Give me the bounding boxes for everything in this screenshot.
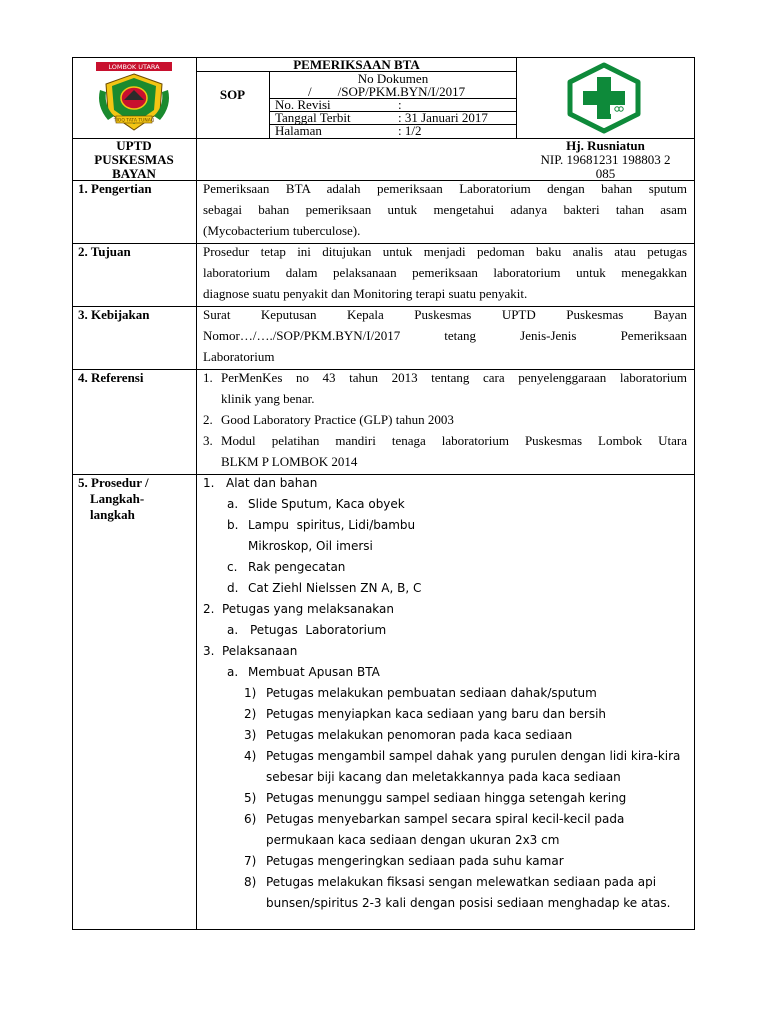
- column-divider: [196, 57, 197, 930]
- kebijakan-label: 3. Kebijakan: [78, 307, 150, 322]
- prosedur-1d-text: Cat Ziehl Nielssen ZN A, B, C: [248, 581, 422, 595]
- prosedur-1c-letter: c.: [227, 560, 238, 574]
- prosedur-1-number: 1.: [203, 476, 215, 490]
- unit-line-1: UPTD: [116, 138, 152, 153]
- prosedur-3-number: 3.: [203, 644, 215, 658]
- section-rule-5: [72, 474, 695, 475]
- prosedur-label-1: 5. Prosedur /: [78, 475, 149, 490]
- border-right: [694, 57, 695, 930]
- no-revisi-value: :: [398, 97, 402, 112]
- referensi-1-number: 1.: [203, 370, 213, 385]
- svg-text:TIOQ TATA TUNAQ: TIOQ TATA TUNAQ: [113, 118, 155, 124]
- lombok-utara-logo: [92, 60, 176, 136]
- step-1-text: Petugas melakukan pembuatan sediaan dahak/sputum: [266, 686, 597, 700]
- pengertian-label: 1. Pengertian: [78, 181, 152, 196]
- step-5-number: 5): [244, 791, 257, 805]
- signer-name: Hj. Rusniatun: [566, 138, 645, 153]
- pengertian-line-2: sebagai bahan pemeriksaan untuk mengetahui adanya bakteri tahan asam: [203, 202, 687, 217]
- no-dokumen-label: No Dokumen: [357, 71, 429, 86]
- step-2-number: 2): [244, 707, 257, 721]
- referensi-1-line-2: klinik yang benar.: [221, 391, 315, 406]
- halaman-value: : 1/2: [398, 123, 422, 138]
- prosedur-1a-text: Slide Sputum, Kaca obyek: [248, 497, 405, 511]
- tanggal-terbit-label: Tanggal Terbit: [275, 110, 351, 125]
- step-6-text-2: permukaan kaca sediaan dengan ukuran 2x3 cm: [266, 833, 560, 847]
- step-7-text: Petugas mengeringkan sediaan pada suhu kamar: [266, 854, 564, 868]
- step-5-text: Petugas menunggu sampel sediaan hingga setengah kering: [266, 791, 627, 805]
- prosedur-label-2: Langkah-: [90, 491, 145, 506]
- referensi-1-line-1: PerMenKes no 43 tahun 2013 tentang cara penyelenggaraan laboratorium: [221, 370, 687, 385]
- prosedur-2a-letter: a.: [227, 623, 239, 637]
- prosedur-1a-letter: a.: [227, 497, 239, 511]
- tujuan-line-1: Prosedur tetap ini ditujukan untuk menjadi pedoman baku analis atau petugas: [203, 244, 687, 259]
- step-8-text: Petugas melakukan fiksasi sengan melewatkan sediaan pada api: [266, 875, 657, 889]
- prosedur-2-text: Petugas yang melaksanakan: [222, 602, 395, 616]
- step-4-text-2: sebesar biji kacang dan meletakkannya pada kaca sediaan: [266, 770, 621, 784]
- referensi-3-number: 3.: [203, 433, 213, 448]
- prosedur-1c-text: Rak pengecatan: [248, 560, 346, 574]
- step-6-number: 6): [244, 812, 257, 826]
- step-4-text: Petugas mengambil sampel dahak yang purulen dengan lidi kira-kira: [266, 749, 681, 763]
- referensi-3-line-1: Modul pelatihan mandiri tenaga laboratorium Puskesmas Lombok Utara: [221, 433, 687, 448]
- unit-line-3: BAYAN: [112, 166, 156, 181]
- svg-text:LOMBOK UTARA: LOMBOK UTARA: [108, 63, 160, 71]
- prosedur-1-text: Alat dan bahan: [226, 476, 318, 490]
- puskesmas-cross-icon: [566, 62, 642, 134]
- prosedur-1b-text: Lampu spiritus, Lidi/bambu: [248, 518, 416, 532]
- prosedur-2a-text: Petugas Laboratorium: [250, 623, 387, 637]
- signer-nip-line-2: 085: [595, 166, 616, 181]
- prosedur-1d-letter: d.: [227, 581, 239, 595]
- referensi-2-number: 2.: [203, 412, 213, 427]
- sop-label: SOP: [219, 87, 246, 102]
- border-left: [72, 57, 73, 930]
- lombok-utara-emblem-icon: [92, 60, 176, 136]
- halaman-label: Halaman: [275, 123, 322, 138]
- prosedur-3a-letter: a.: [227, 665, 239, 679]
- prosedur-label-3: langkah: [90, 507, 135, 522]
- referensi-label: 4. Referensi: [78, 370, 144, 385]
- prosedur-1b-letter: b.: [227, 518, 239, 532]
- prosedur-2-number: 2.: [203, 602, 215, 616]
- unit-line-2: PUSKESMAS: [94, 152, 174, 167]
- no-dokumen-value: / /SOP/PKM.BYN/I/2017: [308, 84, 466, 99]
- prosedur-1b-text-2: Mikroskop, Oil imersi: [248, 539, 373, 553]
- pengertian-line-1: Pemeriksaan BTA adalah pemeriksaan Laboratorium dengan bahan sputum: [203, 181, 687, 196]
- document-title: PEMERIKSAAN BTA: [293, 57, 420, 72]
- tujuan-line-3: diagnose suatu penyakit dan Monitoring terapi suatu penyakit.: [203, 286, 528, 301]
- step-2-text: Petugas menyiapkan kaca sediaan yang baru dan bersih: [266, 707, 607, 721]
- step-1-number: 1): [244, 686, 257, 700]
- step-6-text: Petugas menyebarkan sampel secara spiral kecil-kecil pada: [266, 812, 625, 826]
- step-8-text-2: bunsen/spiritus 2-3 kali dengan posisi sediaan menghadap ke atas.: [266, 896, 671, 910]
- prosedur-3-text: Pelaksanaan: [222, 644, 298, 658]
- tujuan-label: 2. Tujuan: [78, 244, 131, 259]
- signer-nip-line-1: NIP. 19681231 198803 2: [540, 152, 671, 167]
- referensi-2-line-1: Good Laboratory Practice (GLP) tahun 2003: [221, 412, 454, 427]
- tujuan-line-2: laboratorium dalam pelaksanaan pemeriksaan laboratorium untuk menegakkan: [203, 265, 687, 280]
- kebijakan-line-2: Nomor…/…./SOP/PKM.BYN/I/2017 tetang Jenis-Jenis Pemeriksaan: [203, 328, 687, 343]
- step-8-number: 8): [244, 875, 257, 889]
- puskesmas-logo: [566, 62, 642, 134]
- step-3-number: 3): [244, 728, 257, 742]
- step-3-text: Petugas melakukan penomoran pada kaca sediaan: [266, 728, 573, 742]
- step-4-number: 4): [244, 749, 257, 763]
- kebijakan-line-3: Laboratorium: [203, 349, 275, 364]
- step-7-number: 7): [244, 854, 257, 868]
- referensi-3-line-2: BLKM P LOMBOK 2014: [221, 454, 358, 469]
- no-revisi-label: No. Revisi: [275, 97, 331, 112]
- border-bottom: [72, 929, 695, 930]
- tanggal-terbit-value: : 31 Januari 2017: [398, 110, 488, 125]
- kebijakan-line-1: Surat Keputusan Kepala Puskesmas UPTD Puskesmas Bayan: [203, 307, 687, 322]
- prosedur-3a-text: Membuat Apusan BTA: [248, 665, 380, 679]
- pengertian-line-3: (Mycobacterium tuberculose).: [203, 223, 361, 238]
